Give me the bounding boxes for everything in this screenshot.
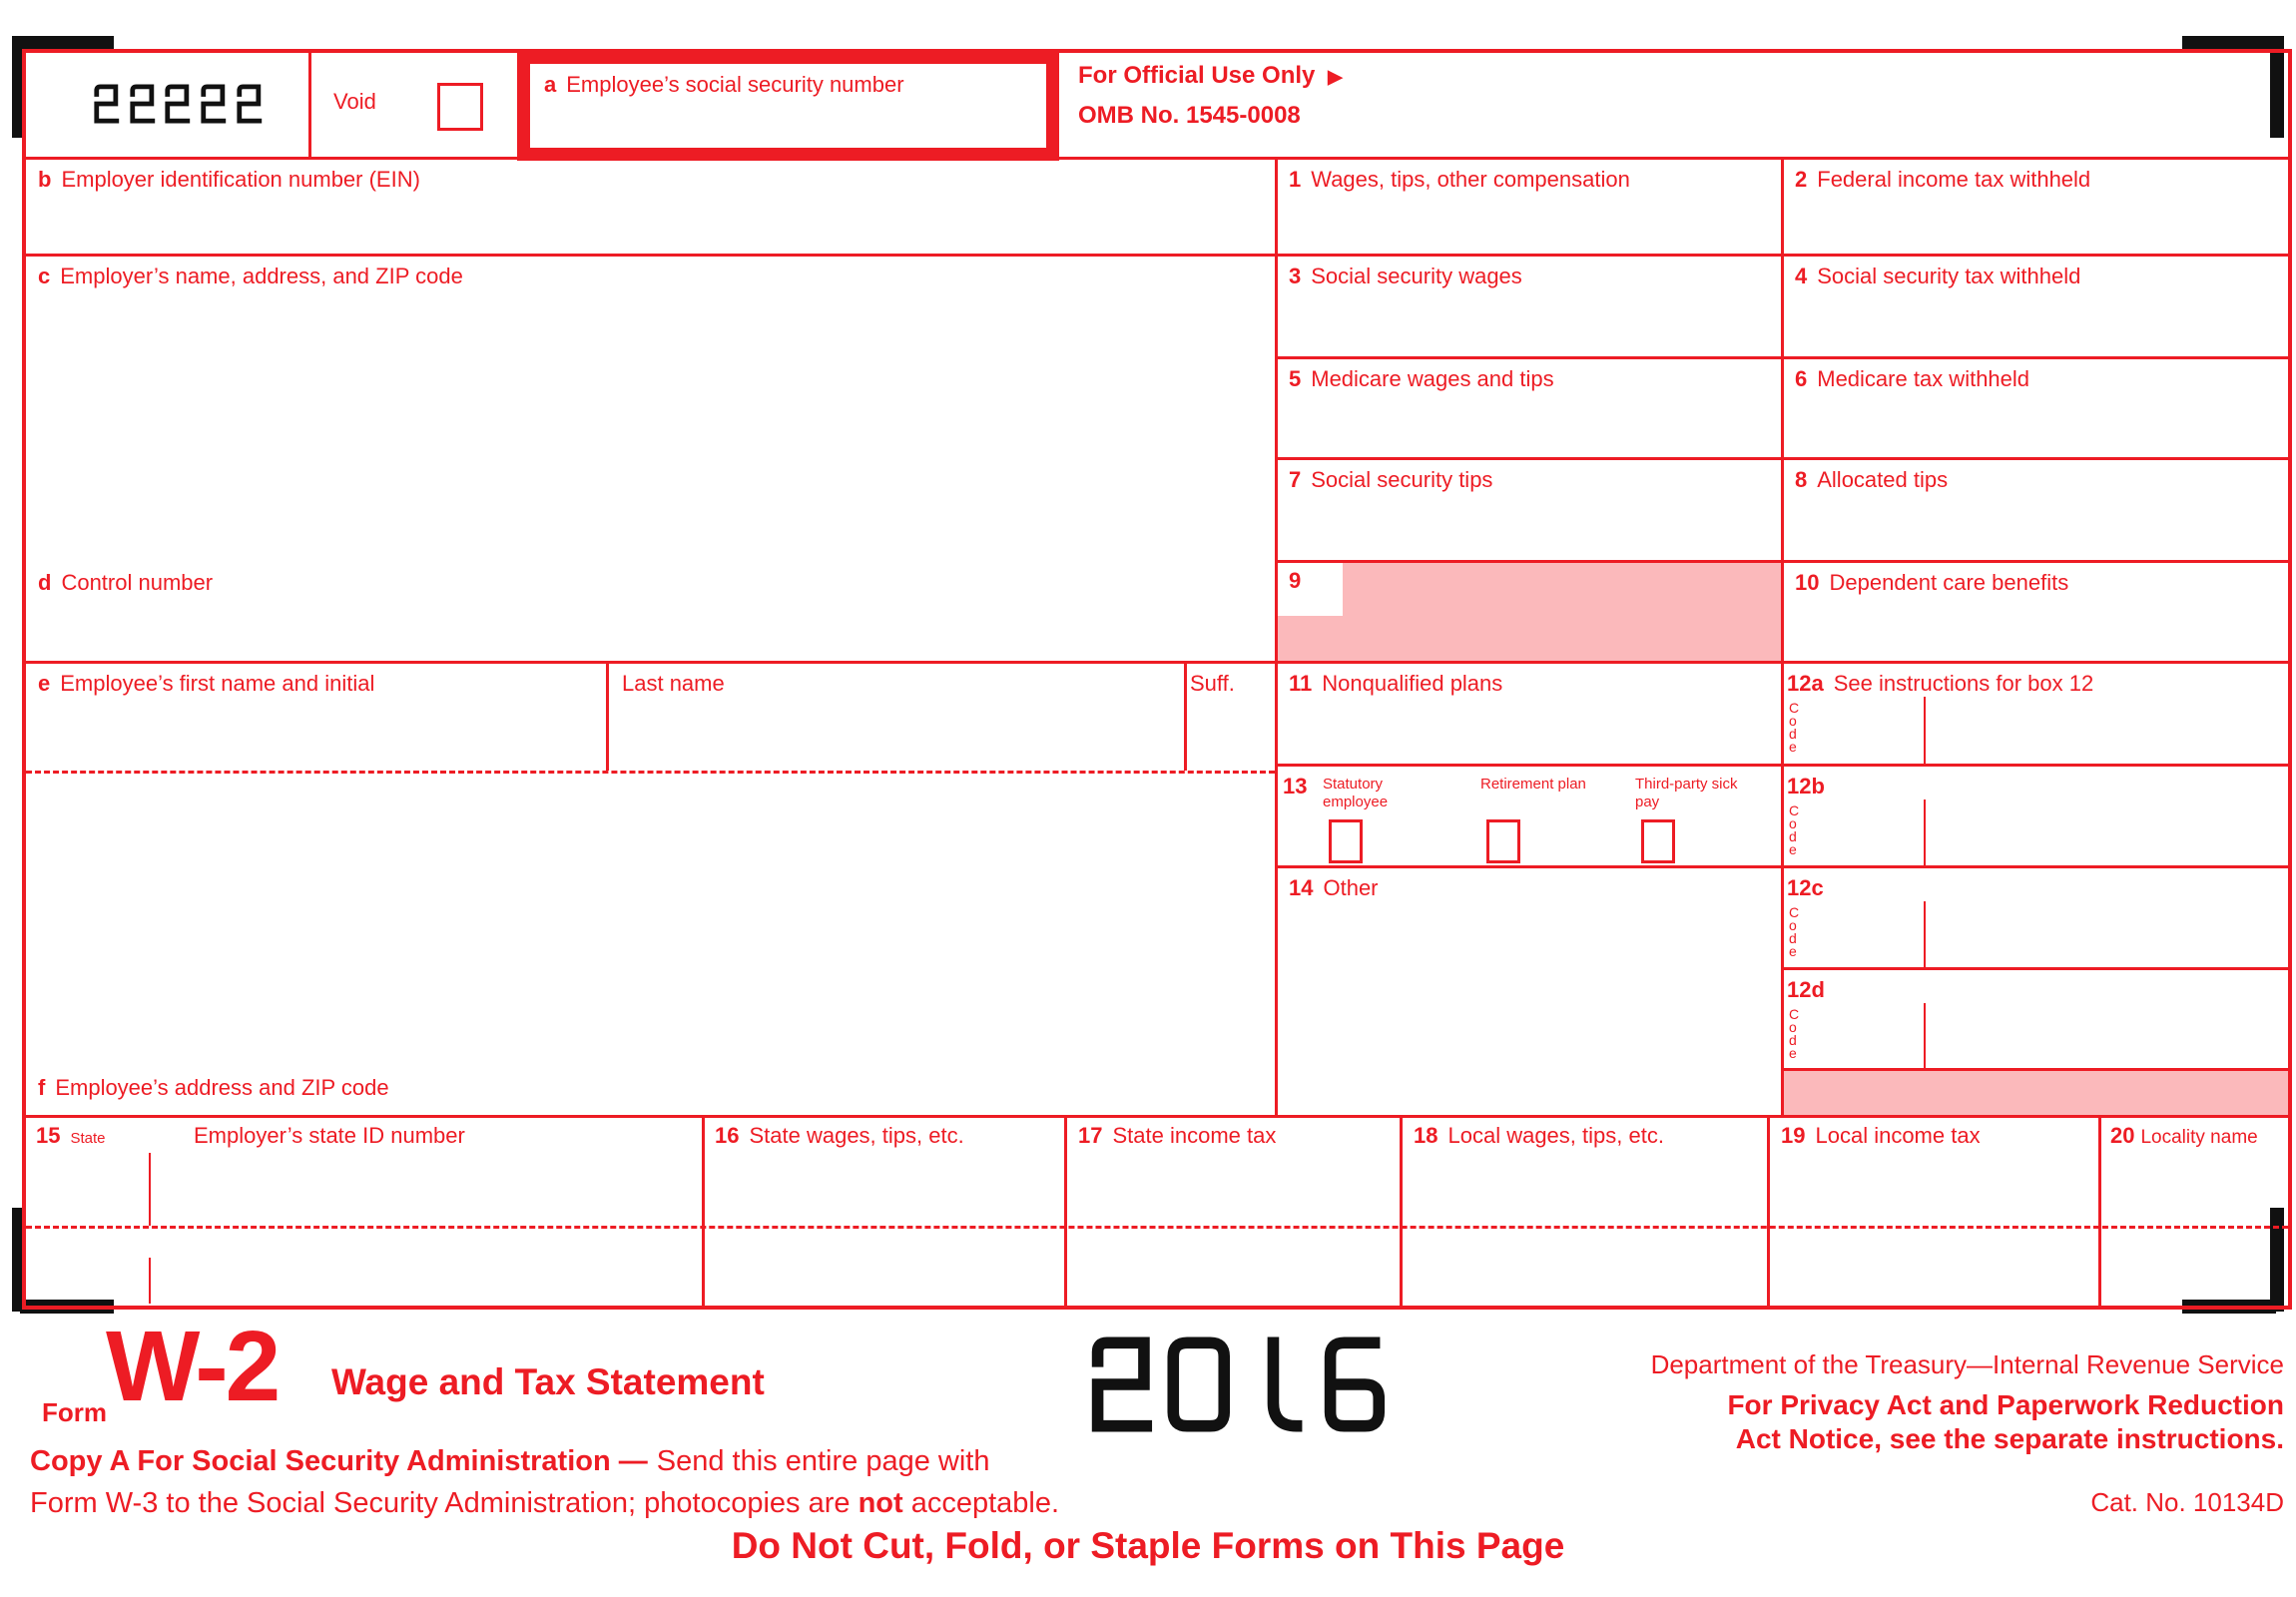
copy-a-line1 [30,1445,989,1478]
copy-a-line2-pre: Form W-3 to the Social Security Administration; photocopies are [30,1487,851,1519]
box-9-shaded-area [1275,560,1781,661]
box-13-number [1283,774,1317,799]
box-14-label [1289,875,1379,901]
box-12d-label [1787,977,1835,1003]
box-18-number: 18 [1414,1123,1438,1148]
box-2-title: Federal income tax withheld [1817,167,2091,192]
box-12a-number: 12a [1787,671,1824,696]
box-19-label [1781,1123,1981,1149]
box-12b-label [1787,774,1835,799]
box-16-number: 16 [715,1123,740,1148]
form-title: Wage and Tax Statement [331,1361,765,1402]
box-d-letter: d [38,570,52,595]
box-16-title: State wages, tips, etc. [749,1123,964,1148]
divider [26,157,2288,160]
box-1-number: 1 [1289,167,1302,192]
box-17-title: State income tax [1112,1123,1277,1148]
box-16-label [715,1123,964,1149]
box-12c-code-separator [1924,901,1926,967]
department-line: Department of the Treasury—Internal Revenue Service [1650,1349,2284,1379]
box-a-label [544,72,1046,98]
box-f-letter: f [38,1075,46,1100]
statutory-employee-checkbox[interactable] [1329,819,1363,863]
box-f-label [38,1075,389,1101]
box-5-title: Medicare wages and tips [1311,366,1554,391]
box-9-label [1289,568,1311,594]
box-9-number: 9 [1289,568,1302,593]
box-20-number: 20 [2110,1123,2135,1148]
box-8-title: Allocated tips [1817,467,1949,492]
divider [1064,1115,1067,1306]
box-12c-code-label: Code [1789,904,1802,959]
privacy-notice-line2: Act Notice, see the separate instructions. [1735,1423,2284,1454]
copy-a-rest: Send this entire page with [656,1445,990,1477]
box-12c-number: 12c [1787,875,1824,900]
box-7-title: Social security tips [1311,467,1493,492]
box-20-label [2110,1123,2258,1151]
third-party-sick-pay-label: Third-party sick pay [1635,776,1738,810]
box-c-title: Employer’s name, address, and ZIP code [60,264,463,288]
divider [1781,967,2288,970]
box-a-ssn-highlight [517,51,1059,161]
divider [702,1115,705,1306]
catalog-number: Cat. No. 10134D [2090,1487,2284,1517]
divider [1781,157,1784,1115]
box-10-title: Dependent care benefits [1829,570,2069,595]
box-15-state-title: State [70,1130,106,1147]
suffix-label: Suff. [1190,671,1235,696]
corner-bracket-top-right [2182,36,2276,50]
copy-a-line2-post: acceptable. [910,1487,1060,1519]
box-b-letter: b [38,167,52,192]
statutory-employee-label: Statutory employee [1323,776,1389,810]
box-15-number: 15 [36,1123,61,1148]
w2-form-grid [22,49,2292,1310]
box-5-label [1289,366,1554,392]
third-party-sick-pay-checkbox[interactable] [1641,819,1675,863]
box-8-label [1795,467,1948,493]
box-a-letter: a [544,72,557,97]
divider [1184,661,1187,771]
box-b-title: Employer identification number (EIN) [61,167,420,192]
box-5-number: 5 [1289,366,1302,391]
state-row-dashed-divider [26,1226,2288,1229]
box-d-label [38,570,213,596]
box-12a-code-label: Code [1789,700,1802,755]
copy-a-bold: Copy A For Social Security Administration — [30,1445,648,1477]
copy-a-line2-bold: not [858,1487,903,1519]
box-13-number-text: 13 [1283,774,1308,798]
box-14-number: 14 [1289,875,1314,900]
official-use-text: For Official Use Only [1078,62,1316,89]
employee-name-dashed-divider [26,771,1275,774]
arrow-right-icon: ▶ [1328,67,1343,88]
divider [26,661,2288,664]
box-e-letter: e [38,671,51,696]
box-e-title: Employee’s first name and initial [60,671,375,696]
box-8-number: 8 [1795,467,1808,492]
form-code [92,83,263,125]
divider [308,53,311,157]
box-4-label [1795,264,2080,289]
official-use-label [1078,63,1343,91]
form-number: W-2 [106,1311,279,1422]
divider [606,661,609,771]
box-12d-code-label: Code [1789,1006,1802,1061]
box-12-shaded-strip [1781,1068,2288,1115]
box-d-title: Control number [61,570,214,595]
box-3-label [1289,264,1522,289]
box-12b-code-label: Code [1789,802,1802,857]
last-name-label: Last name [622,671,725,696]
box-18-label [1414,1123,1664,1149]
box-2-number: 2 [1795,167,1808,192]
divider [1781,1068,2288,1071]
box-1-label [1289,167,1630,193]
omb-number: OMB No. 1545-0008 [1078,102,1301,129]
box-11-label [1289,671,1502,697]
box-4-number: 4 [1795,264,1808,288]
box-12a-code-separator [1924,697,1926,764]
copy-a-line2 [30,1487,1059,1520]
divider [26,1115,2288,1118]
divider [2098,1115,2101,1306]
box-3-number: 3 [1289,264,1302,288]
divider [26,254,2288,257]
box-10-label [1795,570,2068,596]
box-19-number: 19 [1781,1123,1806,1148]
box-7-label [1289,467,1492,493]
box-14-title: Other [1323,875,1379,900]
void-label: Void [333,89,376,114]
box-f-title: Employee’s address and ZIP code [55,1075,389,1100]
box-c-letter: c [38,264,51,288]
box-12b-number: 12b [1787,774,1825,798]
box-a-title: Employee’s social security number [566,72,904,97]
retirement-plan-label: Retirement plan [1480,776,1586,793]
box-4-title: Social security tax withheld [1817,264,2081,288]
box-15-state-separator [149,1258,151,1304]
box-15-label [36,1123,106,1149]
retirement-plan-checkbox[interactable] [1486,819,1520,863]
tax-year [1086,1333,1388,1435]
box-b-label [38,167,420,193]
box-12b-code-separator [1924,799,1926,865]
box-7-number: 7 [1289,467,1302,492]
box-11-title: Nonqualified plans [1322,671,1503,696]
box-6-number: 6 [1795,366,1808,391]
box-12a-title: See instructions for box 12 [1833,671,2094,696]
box-19-title: Local income tax [1815,1123,1981,1148]
employer-state-id-label: Employer’s state ID number [194,1123,465,1148]
box-10-number: 10 [1795,570,1820,595]
do-not-cut-warning: Do Not Cut, Fold, or Staple Forms on This Page [731,1525,1565,1566]
box-1-title: Wages, tips, other compensation [1311,167,1630,192]
box-12d-number: 12d [1787,977,1825,1002]
box-20-title: Locality name [2140,1127,2258,1148]
box-2-label [1795,167,2090,193]
form-word: Form [42,1397,107,1427]
privacy-notice-line1: For Privacy Act and Paperwork Reduction [1727,1389,2284,1420]
corner-bracket-top-left [20,36,114,50]
divider [1400,1115,1403,1306]
box-15-state-separator [149,1153,151,1226]
divider [1767,1115,1770,1306]
box-18-title: Local wages, tips, etc. [1447,1123,1664,1148]
box-12d-code-separator [1924,1003,1926,1068]
box-6-label [1795,366,2029,392]
box-12a-label [1787,671,2093,697]
void-checkbox[interactable] [437,83,483,131]
box-3-title: Social security wages [1311,264,1522,288]
divider [1275,157,1278,1115]
box-6-title: Medicare tax withheld [1817,366,2030,391]
box-17-number: 17 [1078,1123,1103,1148]
box-17-label [1078,1123,1276,1149]
box-c-label [38,264,463,289]
box-11-number: 11 [1289,671,1313,696]
box-e-label [38,671,374,697]
box-12c-label [1787,875,1834,901]
